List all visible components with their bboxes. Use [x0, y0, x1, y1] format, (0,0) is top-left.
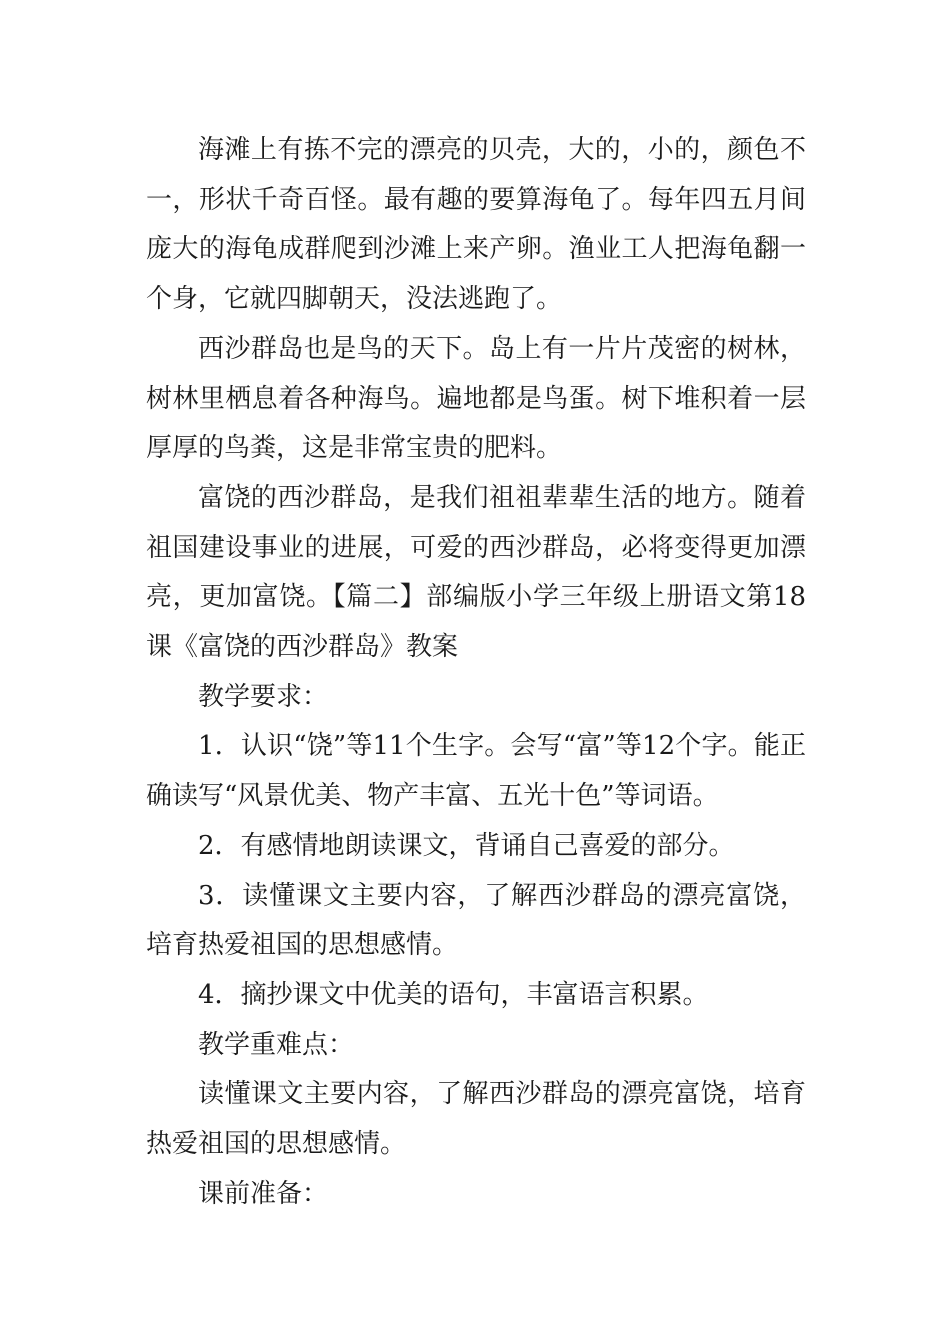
- key-difficulties-text: 读懂课文主要内容，了解西沙群岛的漂亮富饶，培育热爱祖国的思想感情。: [146, 1079, 806, 1160]
- heading-key-difficulties: 教学重难点：: [198, 1029, 355, 1060]
- paragraph-beach-shells: 海滩上有拣不完的漂亮的贝壳，大的，小的，颜色不一，形状千奇百怪。最有趣的要算海龟了。每年四五月间庞大的海龟成群爬到沙滩上来产卵。渔业工人把海龟翻一个身，它就四脚朝天，没法逃跑了。: [146, 135, 806, 315]
- heading-teaching-requirements: 教学要求：: [198, 681, 329, 712]
- paragraph-birds: 西沙群岛也是鸟的天下。岛上有一片片茂密的树林，树林里栖息着各种海鸟。遍地都是鸟蛋。树下堆积着一层厚厚的鸟粪，这是非常宝贵的肥料。: [146, 333, 806, 464]
- requirement-item-4: 4．摘抄课文中优美的语句，丰富语言积累。: [198, 979, 709, 1010]
- heading-preparation: 课前准备：: [198, 1178, 329, 1209]
- requirement-item-1: 1．认识“饶”等11个生字。会写“富”等12个字。能正确读写“风景优美、物产丰富、五光十色”等词语。: [146, 731, 806, 812]
- paragraph-rich-islands: 富饶的西沙群岛，是我们祖祖辈辈生活的地方。随着祖国建设事业的进展，可爱的西沙群岛，必将变得更加漂亮，更加富饶。【篇二】部编版小学三年级上册语文第18课《富饶的西沙群岛》教案: [146, 482, 806, 663]
- document-body: [146, 126, 806, 1219]
- requirement-item-2: 2．有感情地朗读课文，背诵自己喜爱的部分。: [198, 830, 735, 861]
- requirement-item-3: 3．读懂课文主要内容，了解西沙群岛的漂亮富饶，培育热爱祖国的思想感情。: [146, 880, 806, 961]
